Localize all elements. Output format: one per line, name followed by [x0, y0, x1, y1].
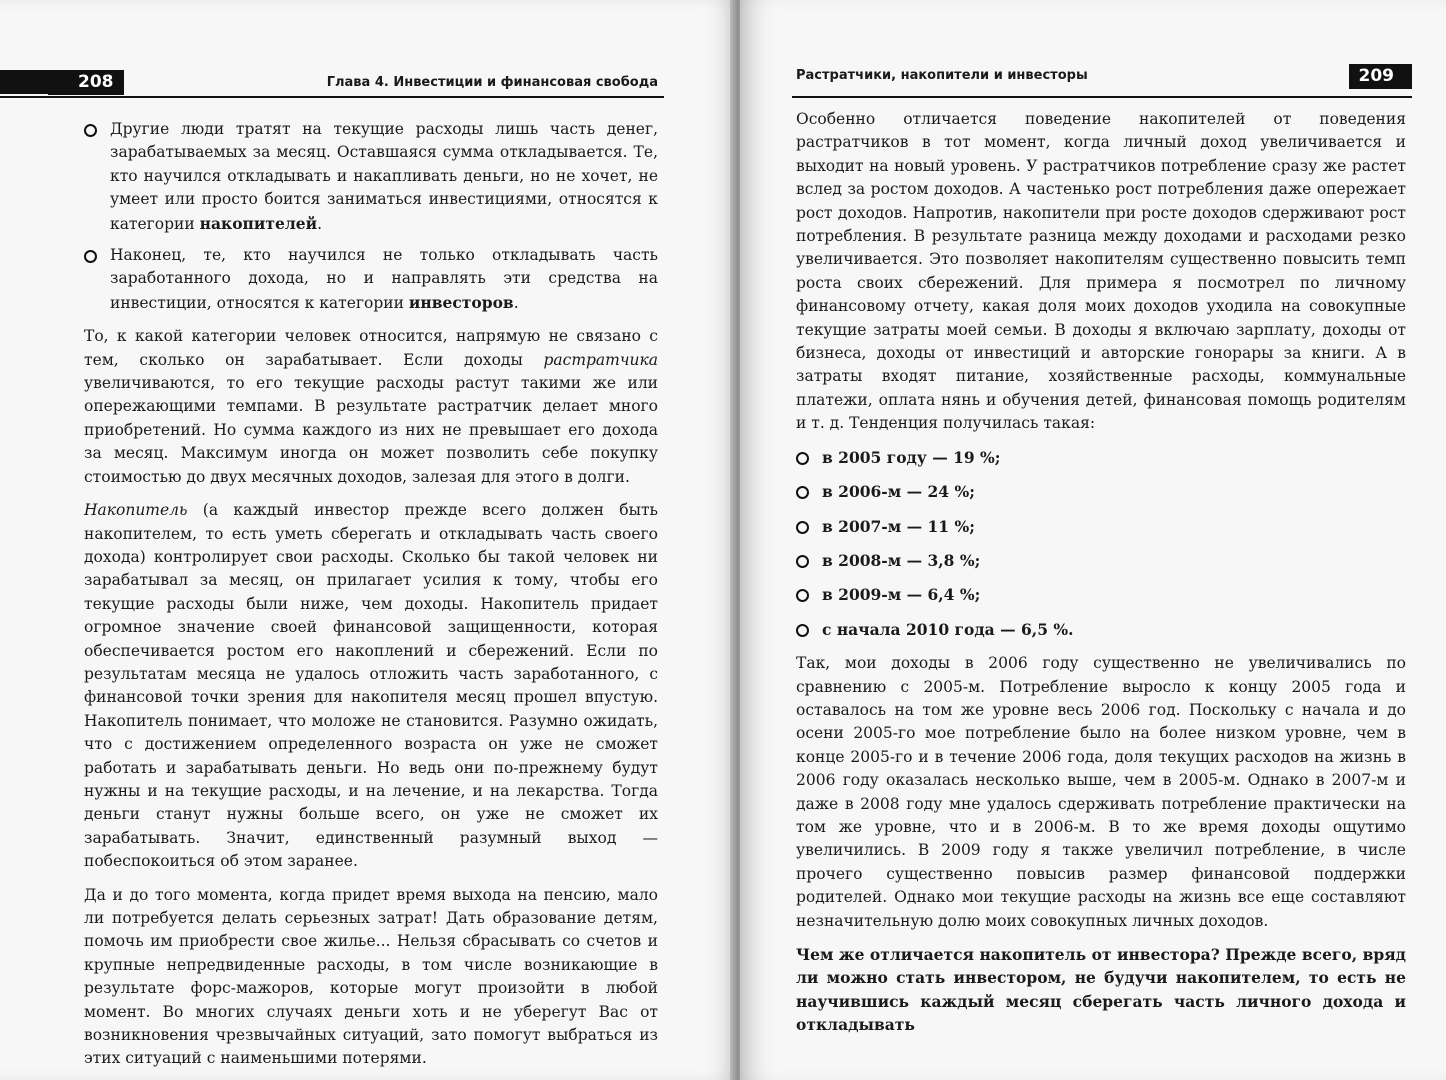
list-item: в 2006-м — 24 %; [796, 480, 1406, 503]
bullet-circle-icon [796, 624, 809, 637]
category-list [84, 118, 658, 315]
chapter-title: Глава 4. Инвестиции и финансовая свобода [326, 75, 658, 90]
paragraph: То, к какой категории человек относится, напрямую не связано с тем, сколько он зарабатывает. Если доходы растратчика увеличиваются, то его текущие расходы растут такими же или опережающими темпами. В результате растратчик делает много приобретений. Но сумма каждого из них не превышает его дохода за месяц. Максимум иногда он может позволить себе покупку стоимостью до двух месячных доходов, залезая для этого в долги. [84, 327, 658, 486]
bullet-circle-icon [84, 124, 97, 137]
paragraph: Особенно отличается поведение накопителей от поведения растратчиков в тот момент, когда личный доход увеличивается и выходит на новый уровень. У растратчиков потребление сразу же растет вслед за ростом доходов. А частенько рост потребления даже опережает рост доходов. Напротив, накопители при росте доходов сдерживают рост потребления. В результате разница между доходами и расходами резко увеличивается. Это позволяет накопителям существенно повысить темп роста своих сбережений. Для примера я посмотрел по личному финансовому отчету, какая доля моих доходов уходила на совокупные текущие затраты моей семьи. В доходы я включаю зарплату, доходы от бизнеса, доходы от инвестиций и авторские гонорары за книги. А в затраты входят питание, хозяйственные расходы, коммунальные платежи, оплата нянь и обучения детей, финансовая помощь родителям и т. д. Тенденция получилась такая: [796, 110, 1406, 433]
list-item: в 2008-м — 3,8 %; [796, 549, 1406, 572]
bullet-circle-icon [796, 486, 809, 499]
bullet-circle-icon [84, 250, 97, 263]
section-title: Растратчики, накопители и инвесторы [796, 68, 1088, 83]
list-item: в 2005 году — 19 %; [796, 446, 1406, 469]
left-page-header [0, 66, 664, 98]
left-page-body [84, 118, 658, 1080]
list-item: в 2009-м — 6,4 %; [796, 583, 1406, 606]
years-list [796, 446, 1406, 641]
bullet-circle-icon [796, 452, 809, 465]
list-item: в 2007-м — 11 %; [796, 515, 1406, 538]
right-page-body [796, 108, 1406, 1047]
right-page-header [792, 66, 1412, 98]
bullet-circle-icon [796, 555, 809, 568]
paragraph: Да и до того момента, когда придет время выхода на пенсию, мало ли потребуется делать серьезных затрат! Дать образование детям, помочь им приобрести свое жилье... Нельзя сбрасывать со счетов и крупные непредвиденные расходы, в том числе возникающие в результате форс-мажоров, которые могут произойти в любой момент. Во многих случаях деньги хоть и не уберегут Вас от возникновения чрезвычайных ситуаций, зато помогут выбраться из этих ситуаций с наименьшими потерями. [84, 885, 658, 1068]
list-item: Другие люди тратят на текущие расходы лишь часть денег, зарабатываемых за месяц. Оставшаяся сумма откладывается. Те, кто научился откладывать и накапливать деньги, но не хочет, не умеет или просто боится заниматься инвестициями, относятся к категории накопителей. [84, 118, 658, 236]
right-page [740, 0, 1446, 1080]
paragraph: Накопитель (а каждый инвестор прежде всего должен быть накопителем, то есть уметь сберегать и откладывать часть своего дохода) контролирует свои расходы. Сколько бы такой человек ни зарабатывал за месяц, он прилагает усилия к тому, чтобы его текущие расходы были ниже, чем доходы. Накопитель придает огромное значение своей финансовой защищенности, которая обеспечивается ростом его накоплений и сбережений. Если по результатам месяца не удалось отложить часть заработанного, с финансовой точки зрения для накопителя месяц прошел впустую. Накопитель понимает, что моложе не становится. Разумно ожидать, что с достижением определенного возраста он уже не сможет работать и зарабатывать деньги. Но ведь они по-прежнему будут нужны и на текущие расходы, и на лечение, и на лекарства. Тогда деньги станут нужны больше всего, он уже не сможет их зарабатывать. Значит, единственный разумный выход — побеспокоиться об этом заранее. [84, 501, 658, 871]
bullet-circle-icon [796, 521, 809, 534]
bullet-circle-icon [796, 589, 809, 602]
page-number-left: 208 [48, 70, 124, 95]
page-number-right: 209 [1349, 64, 1413, 89]
paragraph: Чем же отличается накопитель от инвестора? Прежде всего, вряд ли можно стать инвестором, не будучи накопителем, то есть не научившись каждый месяц сберегать часть личного дохода и откладывать [796, 945, 1406, 1035]
list-item: Наконец, те, кто научился не только откладывать часть заработанного дохода, но и направлять эти средства на инвестиции, относятся к категории инвесторов. [84, 244, 658, 315]
paragraph: Так, мои доходы в 2006 году существенно не увеличивались по сравнению с 2005-м. Потребление выросло к концу 2005 года и оставалось на том же уровне весь 2006 год. Поскольку с начала и до осени 2005-го мое потребление было на более низком уровне, чем в конце 2005-го и в течение 2006 года, доля текущих расходов на жизнь в 2006 году оказалась несколько выше, чем в 2005-м. Однако в 2007-м и даже в 2008 году мне удалось сдерживать потребление практически на том же уровне, что и в 2006-м. В то же время доходы ощутимо увеличились. В 2009 году я также увеличил потребление, в числе прочего существенно повысив размер финансовой поддержки родителей. Однако мои текущие расходы на жизнь все еще составляют незначительную долю моих совокупных личных доходов. [796, 654, 1406, 930]
list-item: с начала 2010 года — 6,5 %. [796, 618, 1406, 641]
